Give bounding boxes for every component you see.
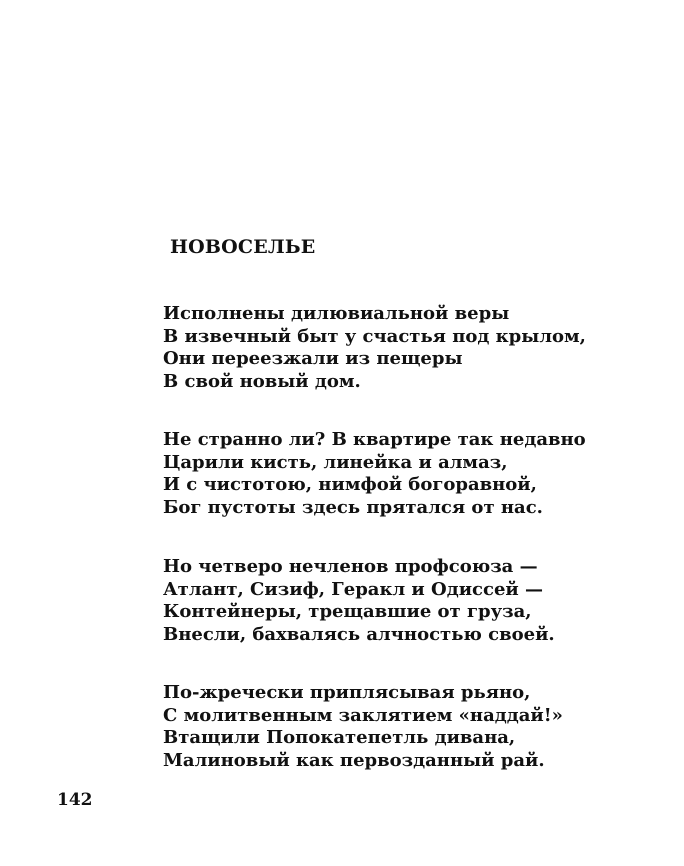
poem-line: Царили кисть, линейка и алмаз, [163, 451, 508, 473]
poem-line: Не странно ли? В квартире так недавно [163, 429, 586, 450]
poem-line: Бог пустоты здесь прятался от нас. [163, 496, 543, 518]
page-number: 142 [57, 790, 93, 810]
poem-line: Они переезжали из пещеры [163, 348, 463, 369]
poem-line: В извечный быт у счастья под крылом, [163, 325, 586, 347]
poem-line: Втащили Попокатепетль дивана, [163, 727, 516, 748]
poem-line: Контейнеры, трещавшие от груза, [163, 601, 532, 622]
poem-line: И с чистотою, нимфой богоравной, [163, 474, 537, 495]
poem-line: Внесли, бахвалясь алчностью своей. [163, 623, 555, 645]
stanza-3 [163, 556, 555, 646]
poem-line: По-жречески приплясывая рьяно, [163, 682, 531, 703]
poem-line: Малиновый как первозданный рай. [163, 749, 545, 771]
stanza-1 [163, 303, 586, 393]
poem-line: Но четверо нечленов профсоюза — [163, 556, 538, 577]
poem-line: С молитвенным заклятием «наддай!» [163, 704, 563, 726]
poem-line: Атлант, Сизиф, Геракл и Одиссей — [163, 578, 544, 600]
stanza-4 [163, 682, 563, 772]
poem-title: НОВОСЕЛЬЕ [170, 236, 316, 258]
poem-line: В свой новый дом. [163, 370, 361, 392]
poem-line: Исполнены дилювиальной веры [163, 303, 510, 324]
stanza-2 [163, 429, 586, 519]
